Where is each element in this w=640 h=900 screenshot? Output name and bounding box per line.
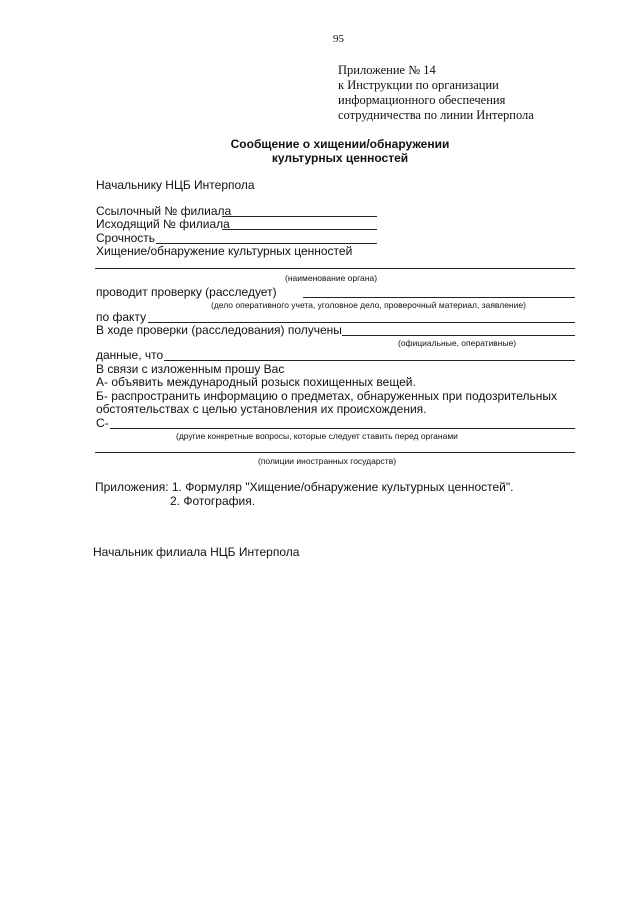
- item-c-label: С-: [96, 416, 109, 430]
- appendix-line: к Инструкции по организации: [338, 78, 499, 92]
- organ-field[interactable]: [95, 268, 575, 269]
- caption-questions: (другие конкретные вопросы, которые следует ставить перед органами: [176, 431, 458, 441]
- police-field[interactable]: [95, 452, 575, 453]
- attachments-line1: Приложения: 1. Формуляр "Хищение/обнаружение культурных ценностей".: [95, 480, 514, 494]
- title-line: культурных ценностей: [271, 151, 409, 165]
- appendix-line: информационного обеспечения: [338, 93, 506, 107]
- urgency-label: Срочность: [96, 231, 156, 245]
- item-b-line2: обстоятельствах с целью установления их происхождения.: [96, 402, 427, 416]
- data-that-label: данные, что: [96, 348, 164, 362]
- signature-line: Начальник филиала НЦБ Интерпола: [93, 545, 300, 559]
- out-number-field[interactable]: [222, 229, 377, 230]
- appendix-header: [338, 63, 534, 123]
- obtained-field[interactable]: [342, 335, 575, 336]
- title-line: Сообщение о хищении/обнаружении: [230, 137, 450, 151]
- caption-organ: (наименование органа): [285, 273, 378, 283]
- appendix-line: Приложение № 14: [338, 63, 436, 77]
- subject-label: Хищение/обнаружение культурных ценностей: [96, 244, 353, 258]
- by-fact-label: по факту: [96, 310, 147, 324]
- attachments-line2: 2. Фотография.: [170, 494, 256, 508]
- item-b-line1: Б- распространить информацию о предметах, обнаруженных при подозрительных: [96, 389, 557, 403]
- addressee: Начальнику НЦБ Интерпола: [96, 178, 255, 192]
- out-number-label: Исходящий № филиала: [96, 217, 230, 231]
- item-a: А- объявить международный розыск похищенных вещей.: [96, 375, 416, 389]
- ref-number-field[interactable]: [222, 216, 377, 217]
- document-title: [190, 137, 490, 165]
- conducts-check-label: проводит проверку (расследует): [96, 285, 277, 299]
- caption-case-type: (дело оперативного учета, уголовное дело, проверочный материал, заявление): [211, 300, 526, 310]
- caption-police: (полиции иностранных государств): [258, 456, 397, 466]
- data-that-field[interactable]: [164, 360, 575, 361]
- ref-number-label: Ссылочный № филиала: [96, 204, 232, 218]
- obtained-label: В ходе проверки (расследования) получены: [96, 323, 342, 337]
- request-text: В связи с изложенным прошу Вас: [96, 362, 285, 376]
- item-c-field[interactable]: [110, 428, 575, 429]
- appendix-line: сотрудничества по линии Интерпола: [338, 108, 534, 122]
- conducts-check-field[interactable]: [303, 297, 575, 298]
- caption-data-type: (официальные, оперативные): [398, 338, 517, 348]
- page-number: 95: [333, 33, 344, 45]
